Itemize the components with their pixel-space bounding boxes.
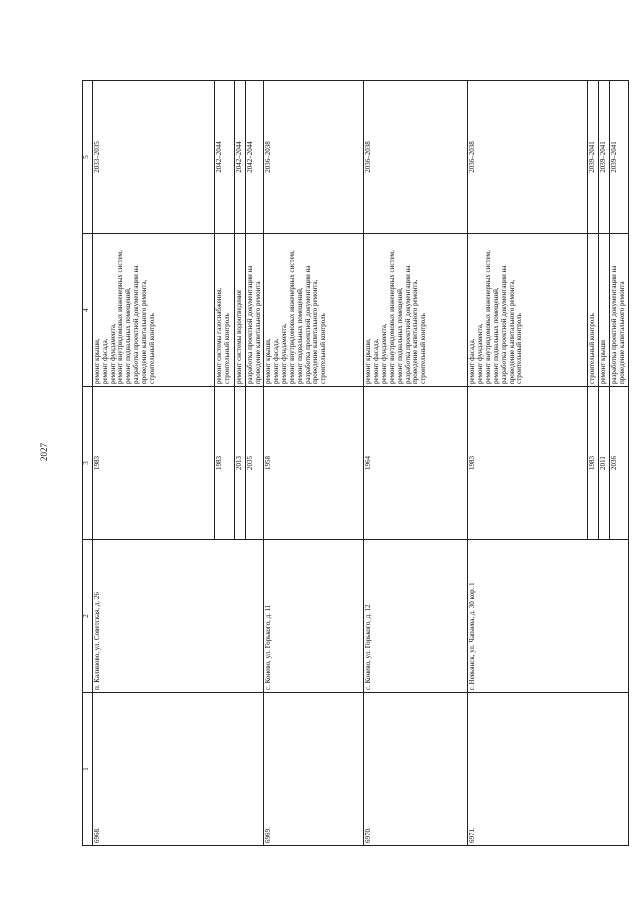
work-item: ремонт фасада, xyxy=(272,338,281,384)
work-item: ремонт фундамента, xyxy=(108,323,117,384)
period-cell: 2042–2044 xyxy=(235,81,246,234)
period-cell: 2039–2041 xyxy=(610,81,629,234)
address-cell: с. Конево, ул. Горького, д. 12 xyxy=(364,540,468,693)
work-item: строительный контроль xyxy=(319,313,328,384)
column-number: 4 xyxy=(83,234,93,387)
address-cell: п. Калиново, ул. Советская, д. 26 xyxy=(93,540,264,693)
period-cell: 2042–2044 xyxy=(215,81,235,234)
work-item: ремонт фасада, xyxy=(372,338,381,384)
work-item: ремонт фасада, xyxy=(468,338,477,384)
table-row xyxy=(364,81,468,846)
page-number: 2027 xyxy=(39,443,49,461)
work-item: ремонт крыши xyxy=(599,340,608,384)
table-row xyxy=(468,81,588,846)
work-item: ремонт крыши, xyxy=(93,338,101,384)
period-cell: 2036–2038 xyxy=(364,81,468,234)
row-number-cell: 6970. xyxy=(364,693,468,846)
work-item: ремонт подвальных помещений, xyxy=(491,287,500,384)
year-cell: 1983 xyxy=(468,387,588,540)
year-cell: 2011 xyxy=(599,387,610,540)
row-number-cell: 6968. xyxy=(93,693,264,846)
address-cell: с. Конево, ул. Горького, д. 11 xyxy=(264,540,364,693)
column-number: 3 xyxy=(83,387,93,540)
year-cell: 1983 xyxy=(93,387,215,540)
year-cell: 1964 xyxy=(364,387,468,540)
work-item: ремонт внутридомовых инженерных систем, xyxy=(484,250,493,384)
work-item: строительный контроль xyxy=(222,313,231,384)
works-cell xyxy=(235,234,246,387)
work-item: разработка проектной документации на xyxy=(499,265,508,384)
work-item: ремонт внутридомовых инженерных систем, xyxy=(116,250,125,384)
work-item: проведение капитального ремонта, xyxy=(411,279,420,384)
period-cell: 2036–2038 xyxy=(468,81,588,234)
period-cell: 2039–2041 xyxy=(599,81,610,234)
works-cell xyxy=(93,234,215,387)
year-cell: 1958 xyxy=(264,387,364,540)
work-item: строительный контроль xyxy=(588,313,597,384)
table-row xyxy=(264,81,364,846)
row-number-cell: 6969. xyxy=(264,693,364,846)
works-cell xyxy=(364,234,468,387)
work-item: ремонт подвальных помещений, xyxy=(295,287,304,384)
work-item: разработка проектной документации на xyxy=(132,265,141,384)
work-item: ремонт системы газоснабжения, xyxy=(215,287,223,384)
work-item: строительный контроль xyxy=(147,313,156,384)
work-item: разработка проектной документации на xyxy=(245,265,254,384)
capital-repair-table xyxy=(82,80,629,846)
period-cell: 2036–2038 xyxy=(264,81,364,234)
year-cell: 2035 xyxy=(245,387,264,540)
rotated-table-container xyxy=(82,80,626,846)
year-cell: 2013 xyxy=(235,387,246,540)
work-item: ремонт фундамента, xyxy=(476,323,485,384)
year-cell: 1983 xyxy=(588,387,599,540)
column-numbers-row xyxy=(83,81,93,846)
work-item: проведение капитального ремонта xyxy=(253,281,262,384)
work-item: ремонт внутридомовых инженерных систем, xyxy=(287,250,296,384)
address-cell: г. Невьянск, ул. Чапаева, д. 30 кор. 1 xyxy=(468,540,628,693)
works-cell xyxy=(245,234,264,387)
works-cell xyxy=(599,234,610,387)
work-item: ремонт подвальных помещений, xyxy=(124,287,133,384)
table-row xyxy=(93,81,215,846)
works-cell xyxy=(264,234,364,387)
work-item: разработка проектной документации на xyxy=(403,265,412,384)
work-item: ремонт фундамента, xyxy=(380,323,389,384)
work-item: строительный контроль xyxy=(419,313,428,384)
works-cell xyxy=(588,234,599,387)
year-cell: 2036 xyxy=(610,387,629,540)
work-item: ремонт системы водоотведения xyxy=(235,290,243,384)
column-number: 2 xyxy=(83,540,93,693)
work-item: строительный контроль xyxy=(515,313,524,384)
work-item: проведение капитального ремонта xyxy=(617,281,626,384)
column-number: 1 xyxy=(83,693,93,846)
works-cell xyxy=(468,234,588,387)
work-item: ремонт фундамента, xyxy=(280,323,289,384)
period-cell: 2033–2035 xyxy=(93,81,215,234)
work-item: проведение капитального ремонта, xyxy=(311,279,320,384)
work-item: ремонт подвальных помещений, xyxy=(395,287,404,384)
works-cell xyxy=(215,234,235,387)
row-number-cell: 6971. xyxy=(468,693,628,846)
period-cell: 2039–2041 xyxy=(588,81,599,234)
work-item: ремонт внутридомовых инженерных систем, xyxy=(387,250,396,384)
work-item: ремонт крыши, xyxy=(364,338,373,384)
work-item: ремонт фасада, xyxy=(100,338,109,384)
work-item: проведение капитального ремонта, xyxy=(139,279,148,384)
works-cell xyxy=(610,234,629,387)
work-item: ремонт крыши, xyxy=(264,338,273,384)
year-cell: 1983 xyxy=(215,387,235,540)
column-number: 5 xyxy=(83,81,93,234)
work-item: проведение капитального ремонта, xyxy=(507,279,516,384)
period-cell: 2042–2044 xyxy=(245,81,264,234)
work-item: разработка проектной документации на xyxy=(303,265,312,384)
work-item: разработка проектной документации на xyxy=(610,265,619,384)
